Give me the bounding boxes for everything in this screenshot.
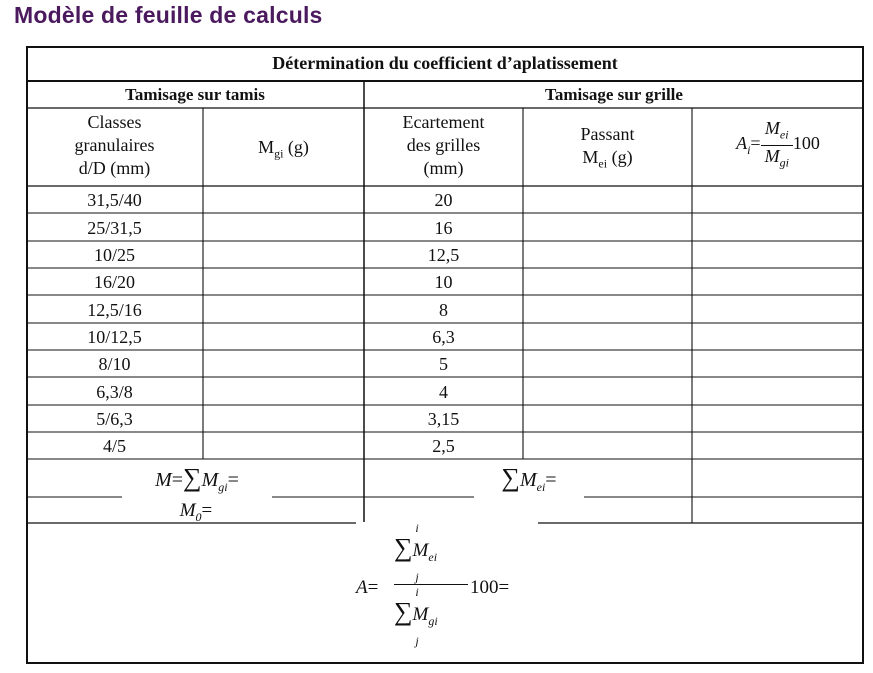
row-ecart: 10 [434,272,453,292]
ai-den: M [764,145,780,166]
final-factor [470,577,509,599]
header-ecartement [364,111,523,180]
header-ecart-line3: (mm) [423,158,464,178]
row-classe: 10/25 [93,245,135,265]
row-classe: 12,5/16 [87,300,142,320]
row-ecart: 5 [439,354,448,374]
ai-den-sub: gi [779,155,789,170]
final-lhs: A= [356,577,379,598]
row-ecart: 20 [434,190,453,210]
ai-fraction [761,118,793,172]
final-factor-value: 100 [470,577,499,598]
header-mgi [203,137,364,164]
sum-mei-sigma: ∑ [501,463,520,492]
final-num-sigma: ∑ [394,533,413,562]
row-ecart: 6,3 [432,327,455,347]
final-den-sigma: ∑ [394,596,413,626]
page-title: Modèle de feuille de calculs [14,2,323,28]
row-ecart: 4 [439,382,448,402]
row-ecart: 16 [434,218,453,238]
final-eq: = [498,577,510,598]
row-classe: 4/5 [102,436,126,456]
row-classe: 16/20 [93,272,135,292]
final-den-upper: i [415,584,419,599]
section-tamis: Tamisage sur tamis [125,85,265,104]
final-den-term: M [412,603,429,625]
row-classe: 5/6,3 [96,409,133,429]
ai-num: M [764,118,780,138]
header-ecart-line2: des grilles [406,135,481,155]
ai-lhs-sub: i [747,142,751,157]
ai-lhs: A [736,133,748,154]
final-num-upper: i [415,521,419,535]
final-den-lower: j [415,633,419,648]
row-ecart: 8 [439,300,448,320]
final-num-sub: ei [428,549,438,564]
final-num-lower: j [415,569,419,584]
header-passant-sub: ei [598,156,608,171]
header-passant [523,124,692,174]
row-classe: 10/12,5 [87,327,142,347]
header-passant-m: M [582,147,599,167]
header-mgi-sub: gi [274,146,284,161]
final-fraction [394,522,474,647]
section-grille: Tamisage sur grille [545,85,683,104]
row-ecart: 12,5 [427,245,460,265]
header-ecart-line1: Ecartement [402,112,485,132]
row-classe: 6,3/8 [96,382,133,402]
row-ecart: 2,5 [432,436,455,456]
header-classes [26,111,203,180]
sum-mei-formula [474,460,584,505]
header-passant-mei [523,147,692,174]
sum-m-eq: = [227,469,239,491]
final-fraction-bar [394,584,468,585]
row-classe: 31,5/40 [87,190,142,210]
final-a: A [356,577,368,598]
m0-m: M [179,500,196,521]
aplatissement-table [26,46,864,664]
header-mgi-unit: (g) [287,137,309,157]
header-passant-line1: Passant [580,124,635,144]
final-den-sub: gi [428,613,438,628]
m0-sub: 0 [195,509,202,524]
sum-mei-eq: = [545,469,557,491]
header-classes-line1: Classes [87,112,142,132]
final-num-term: M [412,540,429,561]
header-classes-line3: d/D (mm) [78,158,151,178]
header-mgi-symbol: M [258,137,275,157]
table-title: Détermination du coefficient d’aplatissement [272,53,618,73]
row-classe: 25/31,5 [87,218,142,238]
sum-mei-term: M [519,469,537,491]
header-classes-line2: granulaires [74,135,155,155]
header-passant-unit: (g) [611,147,633,167]
sum-mgi-formula: $M=\sum M_{gi}=$ [122,460,272,505]
sum-m-term-sub: gi [218,480,228,494]
row-classe: 8/10 [98,354,131,374]
ai-num-sub: ei [779,127,789,142]
sum-mei-term-sub: ei [536,480,546,494]
final-a-formula [356,522,538,662]
sum-m-sigma: ∑ [183,463,202,492]
m0-formula [156,500,236,525]
sum-m-term: M [201,469,219,491]
m0-eq: = [201,500,213,521]
ai-factor: 100 [792,133,820,154]
header-ai-formula: $A_i=$ $\frac{M_{ei}}{M_{gi}}$ 100 [692,118,864,172]
sum-m-lhs: M [155,469,172,491]
row-ecart: 3,15 [427,409,460,429]
